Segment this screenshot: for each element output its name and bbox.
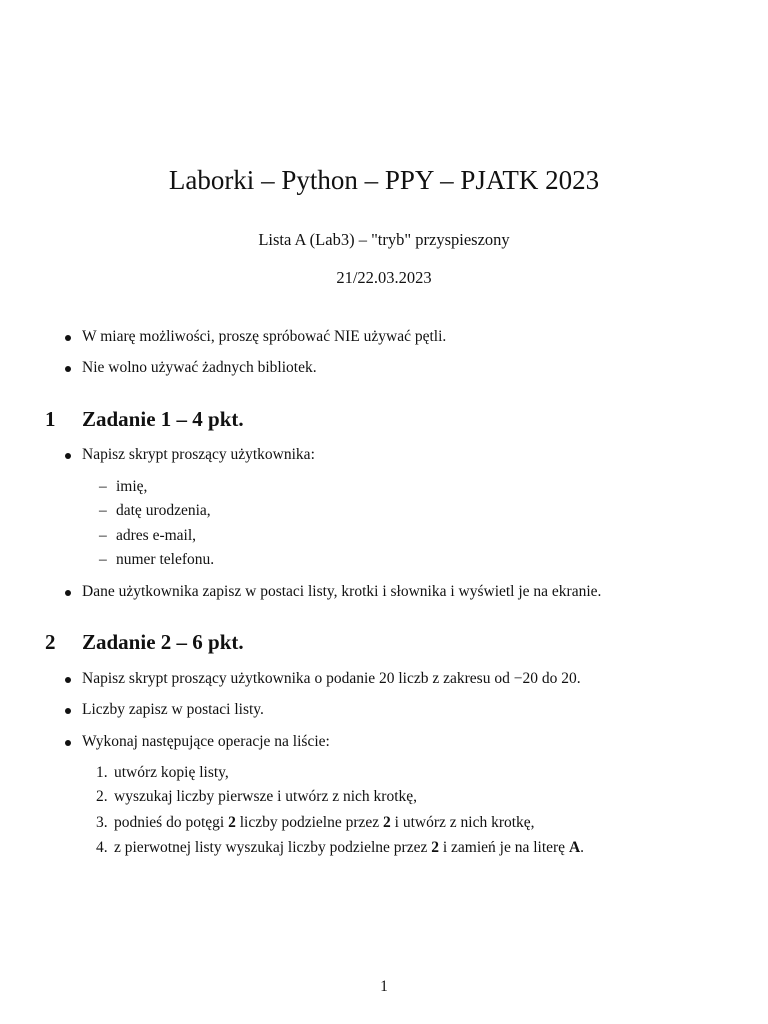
step-text: podnieś do potęgi [114, 814, 229, 831]
step-text: z pierwotnej listy wyszukaj liczby podzielne przez [114, 839, 432, 856]
step-bold: 2 [431, 839, 439, 856]
dash-marker: – [99, 551, 107, 568]
step-number: 4. [96, 839, 108, 856]
list-item: Dane użytkownika zapisz w postaci listy, krotki i słownika i wyświetl je na ekranie. [82, 583, 602, 600]
sub-item: datę urodzenia, [116, 502, 211, 519]
section-heading: Zadanie 2 – 6 pkt. [82, 630, 244, 654]
bullet-icon [65, 453, 71, 459]
step-number: 3. [96, 814, 108, 831]
bullet-icon [65, 677, 71, 683]
dash-marker: – [99, 502, 107, 519]
bullet-icon [65, 740, 71, 746]
dash-marker: – [99, 478, 107, 495]
bullet-icon [65, 590, 71, 596]
step-item: wyszukaj liczby pierwsze i utwórz z nich krotkę, [114, 788, 418, 805]
sub-item: imię, [116, 478, 148, 495]
sub-item: numer telefonu. [116, 551, 215, 568]
document-subtitle: Lista A (Lab3) – "tryb" przyspieszony [258, 230, 510, 249]
step-text: i utwórz z nich krotkę, [390, 814, 535, 831]
step-text: liczby podzielne przez [235, 814, 384, 831]
sub-item: adres e-mail, [116, 527, 197, 544]
list-item: Liczby zapisz w postaci listy. [82, 701, 264, 718]
list-item: Napisz skrypt proszący użytkownika o podanie 20 liczb z zakresu od −20 do 20. [82, 670, 581, 687]
page-number: 1 [380, 978, 388, 995]
step-bold: 2 [228, 814, 236, 831]
step-bold: 2 [383, 814, 391, 831]
dash-marker: – [99, 527, 107, 544]
list-item: Napisz skrypt proszący użytkownika: [82, 446, 315, 463]
intro-item: Nie wolno używać żadnych bibliotek. [82, 359, 317, 376]
section-number: 1 [45, 407, 56, 431]
step-number: 1. [96, 764, 108, 781]
step-text: i zamień je na literę [438, 839, 569, 856]
document-date: 21/22.03.2023 [336, 268, 432, 287]
step-bold: A [568, 839, 581, 856]
intro-item: W miarę możliwości, proszę spróbować NIE używać pętli. [82, 328, 447, 345]
bullet-icon [65, 708, 71, 714]
section-number: 2 [45, 630, 56, 654]
step-item [114, 814, 535, 832]
step-number: 2. [96, 788, 108, 805]
step-text: . [580, 839, 585, 856]
bullet-icon [65, 366, 71, 372]
document-title: Laborki – Python – PPY – PJATK 2023 [168, 165, 600, 195]
bullet-icon [65, 335, 71, 341]
section-heading: Zadanie 1 – 4 pkt. [82, 407, 244, 431]
list-item: Wykonaj następujące operacje na liście: [82, 733, 330, 750]
step-item: utwórz kopię listy, [114, 764, 229, 781]
step-item [114, 839, 584, 857]
